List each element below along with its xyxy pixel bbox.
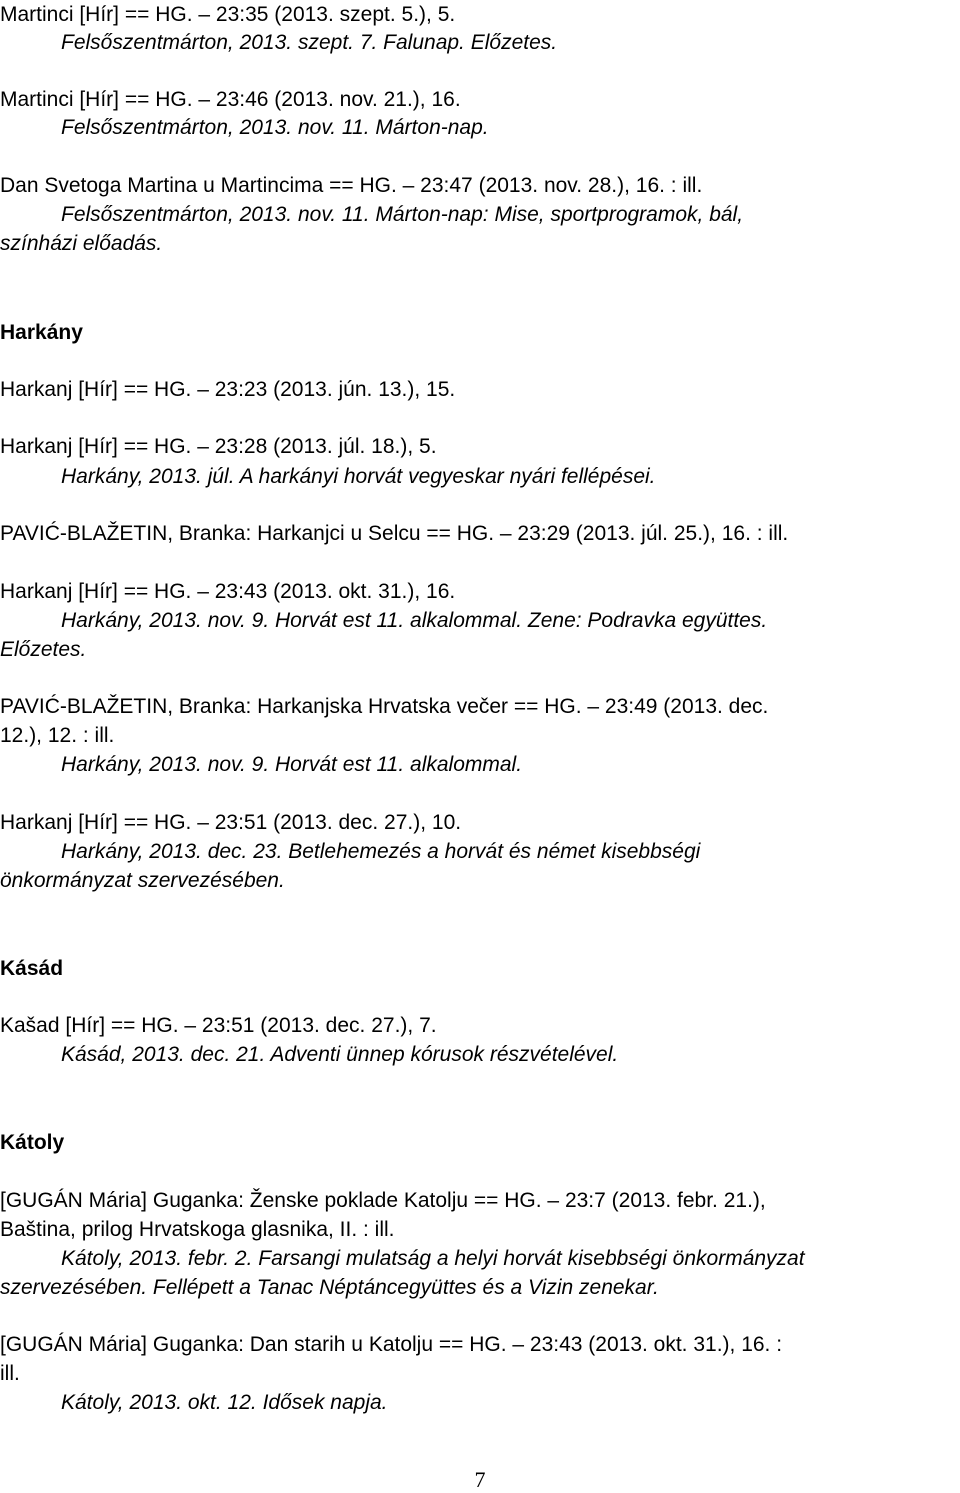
entry-line: PAVIĆ-BLAŽETIN, Branka: Harkanjska Hrvatska večer == HG. – 23:49 (2013. dec. xyxy=(0,695,769,718)
entry-annotation: színházi előadás. xyxy=(0,232,163,255)
entry-line: Harkanj [Hír] == HG. – 23:23 (2013. jún. 13.), 15. xyxy=(0,378,456,401)
entry-annotation: Felsőszentmárton, 2013. nov. 11. Márton-nap. xyxy=(61,116,489,139)
entry-line: [GUGÁN Mária] Guganka: Ženske poklade Katolju == HG. – 23:7 (2013. febr. 21.), xyxy=(0,1189,766,1212)
entry-line: [GUGÁN Mária] Guganka: Dan starih u Katolju == HG. – 23:43 (2013. okt. 31.), 16. : xyxy=(0,1333,783,1356)
entry-annotation: Kátoly, 2013. febr. 2. Farsangi mulatság a helyi horvát kisebbségi önkormányzat xyxy=(61,1247,805,1270)
entry-annotation: Harkány, 2013. nov. 9. Horvát est 11. alkalommal. Zene: Podravka együttes. xyxy=(61,609,768,632)
entry-line: Baština, prilog Hrvatskoga glasnika, II. : ill. xyxy=(0,1218,395,1241)
entry-annotation: Kátoly, 2013. okt. 12. Idősek napja. xyxy=(61,1391,388,1414)
entry-line: Martinci [Hír] == HG. – 23:46 (2013. nov. 21.), 16. xyxy=(0,88,461,111)
entry-line: Dan Svetoga Martina u Martincima == HG. – 23:47 (2013. nov. 28.), 16. : ill. xyxy=(0,174,703,197)
entry-annotation: Előzetes. xyxy=(0,638,87,661)
entry-annotation: önkormányzat szervezésében. xyxy=(0,869,285,892)
entry-annotation: Harkány, 2013. dec. 23. Betlehemezés a horvát és német kisebbségi xyxy=(61,840,701,863)
entry-annotation: Kásád, 2013. dec. 21. Adventi ünnep kórusok részvételével. xyxy=(61,1043,619,1066)
entry-line: Martinci [Hír] == HG. – 23:35 (2013. szept. 5.), 5. xyxy=(0,3,456,26)
entry-annotation: Harkány, 2013. nov. 9. Horvát est 11. alkalommal. xyxy=(61,753,523,776)
section-heading: Kátoly xyxy=(0,1131,65,1154)
entry-line: ill. xyxy=(0,1362,20,1385)
entry-annotation: Felsőszentmárton, 2013. nov. 11. Márton-nap: Mise, sportprogramok, bál, xyxy=(61,203,744,226)
section-heading: Harkány xyxy=(0,321,83,344)
entry-line: Harkanj [Hír] == HG. – 23:51 (2013. dec. 27.), 10. xyxy=(0,811,462,834)
entry-line: Kašad [Hír] == HG. – 23:51 (2013. dec. 27.), 7. xyxy=(0,1014,437,1037)
entry-line: 12.), 12. : ill. xyxy=(0,724,115,747)
entry-line: Harkanj [Hír] == HG. – 23:43 (2013. okt. 31.), 16. xyxy=(0,580,456,603)
page-number: 7 xyxy=(474,1467,486,1492)
entry-annotation: Felsőszentmárton, 2013. szept. 7. Falunap. Előzetes. xyxy=(61,31,558,54)
entry-line: Harkanj [Hír] == HG. – 23:28 (2013. júl. 18.), 5. xyxy=(0,435,437,458)
entry-annotation: Harkány, 2013. júl. A harkányi horvát vegyeskar nyári fellépései. xyxy=(61,465,656,488)
entry-annotation: szervezésében. Fellépett a Tanac Néptáncegyüttes és a Vizin zenekar. xyxy=(0,1276,659,1299)
section-heading: Kásád xyxy=(0,957,64,980)
entry-line: PAVIĆ-BLAŽETIN, Branka: Harkanjci u Selcu == HG. – 23:29 (2013. júl. 25.), 16. : ill. xyxy=(0,522,789,545)
